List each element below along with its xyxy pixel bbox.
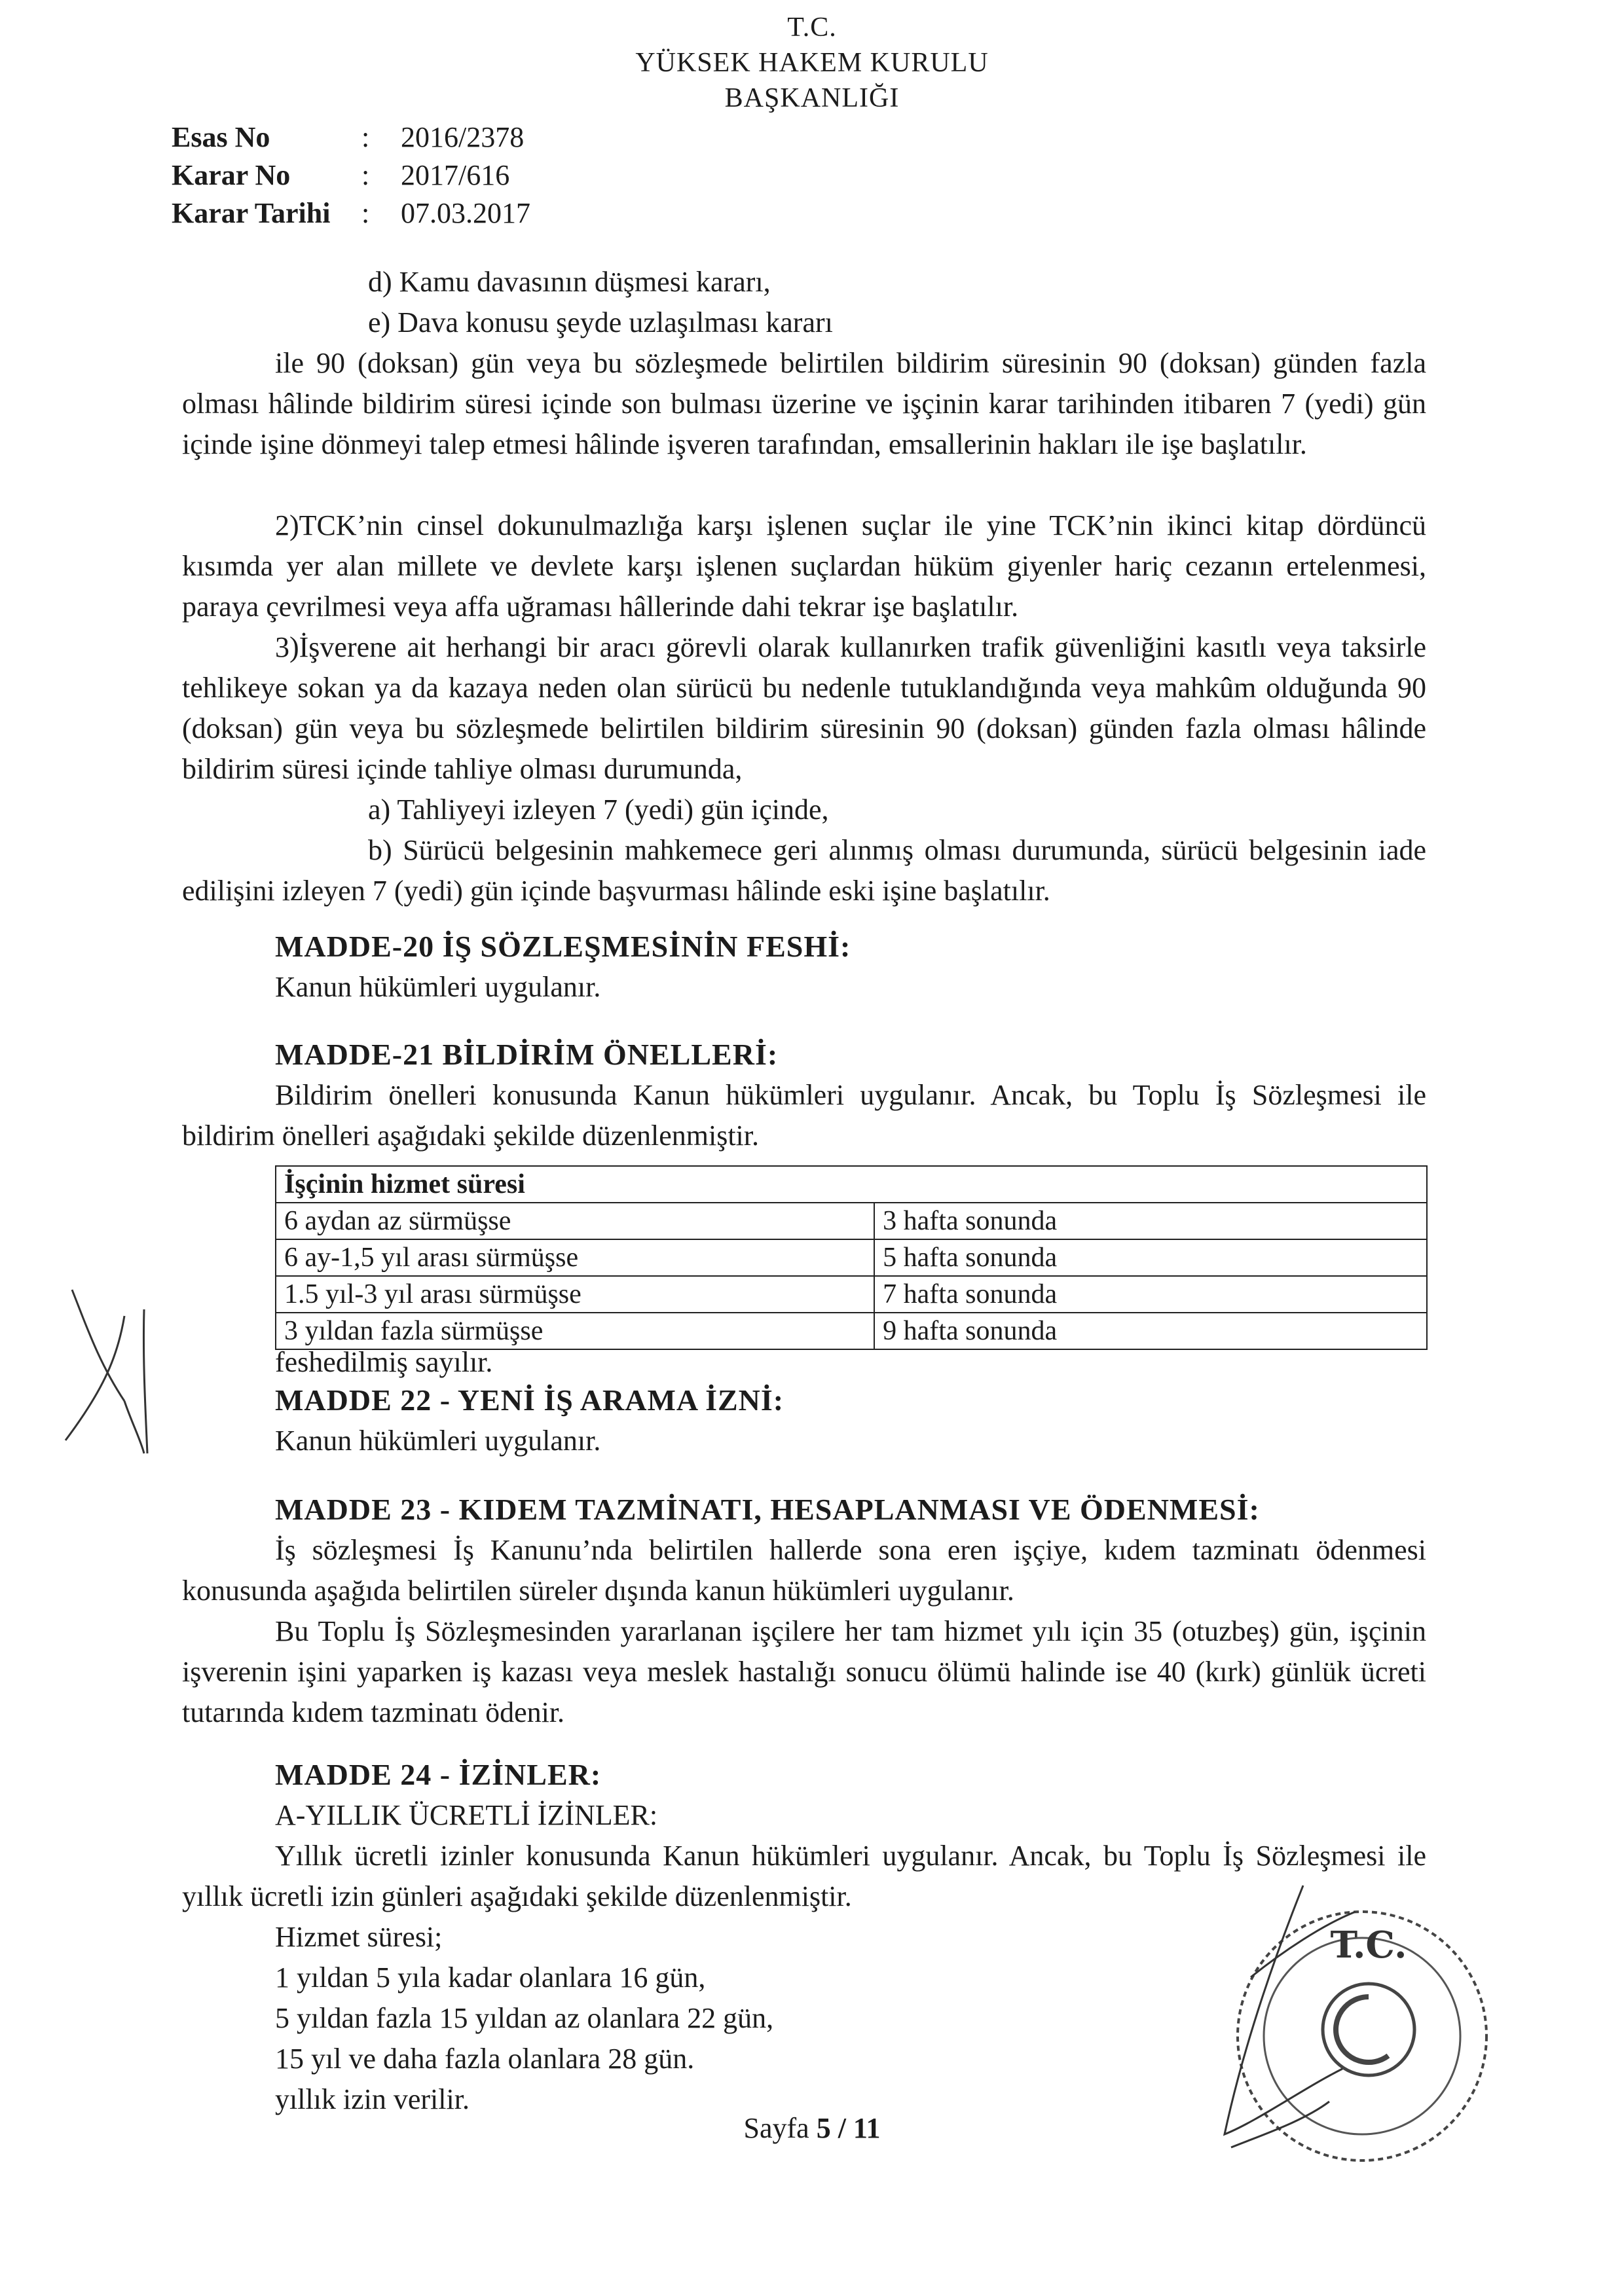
madde24-line: yıllık izin verilir. [275, 2083, 470, 2115]
stamp-text: T.C. [1330, 1923, 1407, 1967]
meta-esas-value: 2016/2378 [401, 121, 525, 153]
meta-tarih-row [172, 195, 530, 232]
meta-colon: : [361, 197, 370, 229]
table-cell-duration: 3 yıldan fazla sürmüşse [276, 1313, 874, 1349]
madde21-title: MADDE-21 BİLDİRİM ÖNELLERİ: [275, 1038, 779, 1071]
paragraph-2: 2)TCK’nin cinsel dokunulmazlığa karşı işlenen suçlar ile yine TCK’nin ikinci kitap dördüncü kısımda yer alan millete ve devlete karşı işlenen suçlardan hüküm giyenler hariç cezanın ertelenmesi, paraya çevrilmesi veya affa uğraması hâllerinde dahi tekrar işe başlatılır. [182, 509, 1426, 623]
paragraph-1: ile 90 (doksan) gün veya bu sözleşmede belirtilen bildirim süresinin 90 (doksan) günden fazla olması hâlinde bildirim süresi içinde son bulması üzerine ve işçinin karar tarihinden itibaren 7 (yedi) gün içinde işine dönmeyi talep etmesi hâlinde işveren tarafından, emsallerinin hakları ile işe başlatılır. [182, 347, 1426, 460]
madde23-paragraph-2: Bu Toplu İş Sözleşmesinden yararlanan işçilere her tam hizmet yılı için 35 (otuzbeş) gün, işçinin işverenin işini yaparken iş kazası veya meslek hastalığı sonucu ölümü halinde ise 40 (kırk) günlük ücreti tutarında kıdem tazminatı ödenir. [182, 1615, 1426, 1728]
paragraph-3: 3)İşverene ait herhangi bir aracı görevli olarak kullanırken trafik güvenliğini kasıtlı veya taksirle tehlikeye sokan ya da kazaya neden olan sürücü bu nedenle tutuklandığında veya mahkûm olduğunda 90 (doksan) gün veya bu sözleşmede belirtilen bildirim süresinin 90 (doksan) günden fazla olması hâlinde bildirim süresi içinde tahliye olması durumunda, [182, 631, 1426, 785]
madde23-title: MADDE 23 - KIDEM TAZMİNATI, HESAPLANMASI VE ÖDENMESİ: [275, 1493, 1260, 1526]
meta-karar-label: Karar No [172, 159, 291, 191]
table-cell-notice: 5 hafta sonunda [874, 1239, 1427, 1276]
madde24-line: 5 yıldan fazla 15 yıldan az olanlara 22 gün, [275, 2002, 774, 2034]
madde21-text: Bildirim önelleri konusunda Kanun hükümleri uygulanır. Ancak, bu Toplu İş Sözleşmesi ile bildirim önelleri aşağıdaki şekilde düzenlenmiştir. [182, 1079, 1426, 1152]
official-stamp [1172, 1872, 1513, 2187]
table-row [276, 1239, 1427, 1276]
meta-colon: : [361, 121, 370, 153]
table-cell-duration: 6 ay-1,5 yıl arası sürmüşse [276, 1239, 874, 1276]
table-cell-notice: 7 hafta sonunda [874, 1276, 1427, 1313]
madde24-paragraph: Yıllık ücretli izinler konusunda Kanun hükümleri uygulanır. Ancak, bu Toplu İş Sözleşmesi ile yıllık ücretli izin günleri aşağıdaki şekilde düzenlenmiştir. [182, 1840, 1426, 1912]
madde20-title: MADDE-20 İŞ SÖZLEŞMESİNİN FESHİ: [275, 930, 851, 963]
header-institution: YÜKSEK HAKEM KURULU [635, 48, 989, 78]
table-header-cell: İşçinin hizmet süresi [276, 1166, 1427, 1203]
header-presidency: BAŞKANLIĞI [724, 83, 900, 113]
table-cell-duration: 1.5 yıl-3 yıl arası sürmüşse [276, 1276, 874, 1313]
meta-karar-value: 2017/616 [401, 159, 510, 191]
header-tc: T.C. [787, 12, 837, 43]
madde23-paragraph-1: İş sözleşmesi İş Kanunu’nda belirtilen hallerde sona eren işçiye, kıdem tazminatı ödenmesi konusunda aşağıda belirtilen süreler dışında kanun hükümleri uygulanır. [182, 1534, 1426, 1607]
madde24-subtitle: A-YILLIK ÜCRETLİ İZİNLER: [275, 1799, 658, 1831]
table-row [276, 1276, 1427, 1313]
meta-colon: : [361, 159, 370, 191]
table-cell-notice: 3 hafta sonunda [874, 1203, 1427, 1239]
footer-page-number: 5 / 11 [816, 2112, 881, 2144]
meta-esas-row [172, 119, 524, 156]
table-cell-notice: 9 hafta sonunda [874, 1313, 1427, 1349]
madde24-line: 15 yıl ve daha fazla olanlara 28 gün. [275, 2043, 695, 2075]
meta-tarih-value: 07.03.2017 [401, 197, 530, 229]
meta-karar-row [172, 157, 509, 194]
meta-esas-label: Esas No [172, 121, 270, 153]
madde22-title: MADDE 22 - YENİ İŞ ARAMA İZNİ: [275, 1383, 784, 1417]
madde24-title: MADDE 24 - İZİNLER: [275, 1758, 602, 1791]
footer-prefix: Sayfa [743, 2112, 809, 2144]
table-cell-duration: 6 aydan az sürmüşse [276, 1203, 874, 1239]
handwritten-initials [26, 1283, 157, 1480]
table-header-row [276, 1166, 1427, 1203]
item-e: e) Dava konusu şeyde uzlaşılması kararı [368, 306, 833, 338]
item-a: a) Tahliyeyi izleyen 7 (yedi) gün içinde, [368, 793, 829, 826]
madde22-text: Kanun hükümleri uygulanır. [275, 1425, 601, 1457]
madde24-line: 1 yıldan 5 yıla kadar olanlara 16 gün, [275, 1961, 706, 1994]
item-d: d) Kamu davasının düşmesi kararı, [368, 266, 771, 298]
madde20-text: Kanun hükümleri uygulanır. [275, 971, 601, 1003]
meta-tarih-label: Karar Tarihi [172, 197, 331, 229]
madde24-line: Hizmet süresi; [275, 1921, 443, 1953]
table-row [276, 1203, 1427, 1239]
madde21-after: feshedilmiş sayılır. [275, 1346, 493, 1378]
item-b: b) Sürücü belgesinin mahkemece geri alınmış olması durumunda, sürücü belgesinin iade edilişini izleyen 7 (yedi) gün içinde başvurması hâlinde eski işine başlatılır. [182, 834, 1426, 907]
notice-period-table [275, 1165, 1428, 1350]
